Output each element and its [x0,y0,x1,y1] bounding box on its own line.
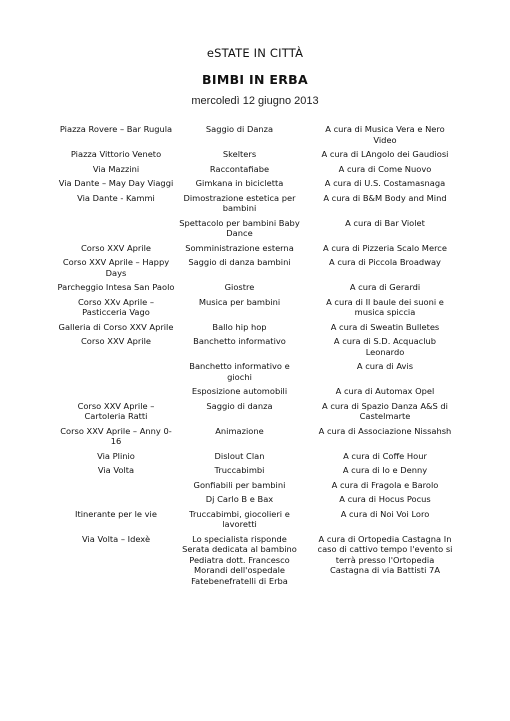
event-title: BIMBI IN ERBA [202,72,308,87]
organizer-cell: A cura di S.D. Acquaclub Leonardo [333,336,437,357]
organizer-cell: A cura di Gerardi [349,282,421,292]
table-row [56,218,456,239]
event-cell: Musica per bambini [198,296,281,307]
place-cell: Corso XXV Aprile – Cartoleria Ratti [77,400,155,421]
table-row [56,336,456,357]
event-cell: Dj Carlo B e Bax [205,494,274,504]
place-cell: Corso XXV Aprile – Anny 0-16 [60,425,172,446]
organizer-cell: A cura di Hocus Pocus [339,494,431,504]
table-row [56,494,456,505]
event-cell: Raccontafiabe [209,163,270,174]
event-cell: Somministrazione esterna [185,242,294,253]
table-row [56,149,456,160]
event-cell: Saggio di danza [206,400,273,411]
organizer-cell: A cura di Bar Violet [345,217,425,228]
place-cell: Parcheggio Intesa San Paolo [57,282,175,292]
organizer-cell: A cura di B&M Body and Mind [323,192,447,203]
place-cell: Corso XXV Aprile – Happy Days [62,257,170,278]
table-row [56,401,456,422]
organizer-cell: A cura di Noi Voi Loro [340,508,430,519]
table-row [56,426,456,447]
event-cell: Spettacolo per bambini Baby Dance [179,217,300,238]
event-cell: Dimostrazione estetica per bambini [183,192,296,213]
organizer-cell: A cura di LAngolo dei Gaudiosi [321,149,449,159]
organizer-cell: A cura di Piccola Broadway [329,257,441,267]
event-cell: Esposizione automobili [191,386,288,396]
event-cell: Truccabimbi, giocolieri e lavoretti [189,508,290,529]
place-cell [56,218,176,239]
organizer-cell: A cura di U.S. Costamasnaga [324,178,446,188]
event-cell: Banchetto informativo e giochi [189,361,290,382]
organizer-cell: A cura di Spazio Danza A&S di Castelmarte [322,400,448,421]
organizer-cell: A cura di Coffe Hour [343,450,427,461]
table-row [56,386,456,397]
place-cell: Via Plinio [97,450,135,461]
organizer-cell: A cura di Associazione Nissahsh [318,425,452,436]
document-header [0,46,510,107]
place-cell [56,361,176,382]
schedule-table [56,124,456,590]
place-cell: Via Mazzini [92,163,140,174]
table-row [56,193,456,214]
event-cell: Saggio di danza bambini [188,257,291,267]
organizer-cell: A cura di Come Nuovo [338,163,432,174]
event-cell: Truccabimbi [214,465,265,475]
event-cell: Banchetto informativo [193,336,286,346]
event-series-title: eSTATE IN CITTÀ [206,46,304,60]
place-cell [56,480,176,491]
table-row [56,322,456,333]
place-cell [56,386,176,397]
event-cell: Lo specialista risponde Serata dedicata al bambino Pediatra dott. Francesco Morandi dell'ospedale Fatebenefratelli di Erba [182,533,297,586]
event-date: mercoledì 12 giugno 2013 [191,95,319,107]
organizer-cell: A cura di Automax Opel [335,386,435,396]
table-row [56,534,456,587]
table-row [56,282,456,293]
place-cell: Galleria di Corso XXV Aprile [58,321,174,332]
table-row [56,243,456,254]
table-row [56,164,456,175]
place-cell: Itinerante per le vie [75,508,157,519]
organizer-cell: A cura di Musica Vera e Nero Video [325,124,445,145]
event-cell: Skelters [222,149,257,159]
organizer-cell: A cura di Pizzeria Scalo Merce [323,242,447,253]
place-cell: Piazza Vittorio Veneto [70,149,162,159]
organizer-cell: A cura di Fragola e Barolo [331,479,439,490]
table-row [56,480,456,491]
table-row [56,451,456,462]
place-cell [56,494,176,505]
organizer-cell: A cura di Ortopedia Castagna In caso di cattivo tempo l'evento si terrà presso l'Ortopedia Castagna di via Battisti 7A [317,533,453,575]
place-cell: Via Volta [97,465,135,475]
place-cell: Corso XXV Aprile [80,336,152,346]
organizer-cell: A cura di Il baule dei suoni e musica spiccia [326,296,444,317]
event-cell: Gonfiabili per bambini [193,479,286,490]
place-cell: Corso XXv Aprile – Pasticceria Vago [77,296,155,317]
place-cell: Via Dante - Kammi [77,192,155,203]
table-row [56,124,456,145]
table-row [56,178,456,189]
event-cell: Gimkana in bicicletta [195,178,284,188]
organizer-cell: A cura di Avis [356,361,414,371]
place-cell: Piazza Rovere – Bar Rugula [59,124,173,134]
place-cell: Via Volta – Idexè [81,533,151,544]
event-cell: Saggio di Danza [205,124,274,134]
organizer-cell: A cura di Io e Denny [342,465,428,475]
table-row [56,361,456,382]
place-cell: Corso XXV Aprile [80,242,152,253]
event-cell: Dislout Clan [214,450,265,461]
event-cell: Animazione [215,425,264,436]
table-row [56,465,456,476]
organizer-cell: A cura di Sweatin Bulletes [330,321,440,332]
event-cell: Giostre [224,282,255,292]
table-row [56,257,456,278]
event-cell: Ballo hip hop [212,321,267,332]
table-row [56,509,456,530]
place-cell: Via Dante – May Day Viaggi [58,178,174,188]
table-row [56,297,456,318]
